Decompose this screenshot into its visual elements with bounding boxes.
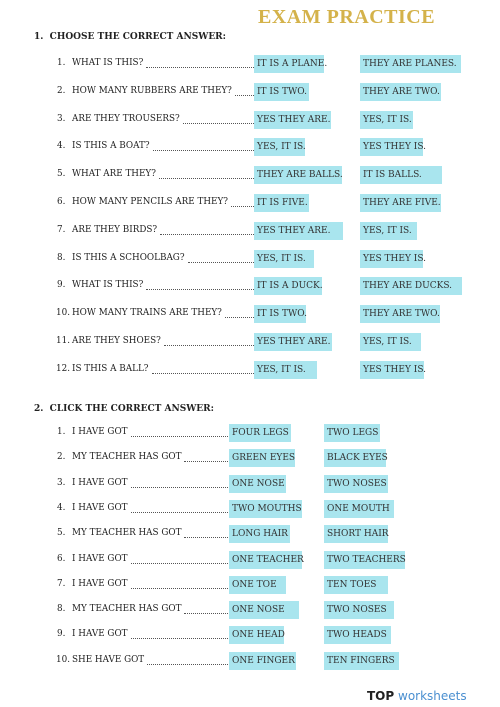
answer-option-b[interactable]: TEN FINGERS <box>324 652 399 670</box>
answer-leader-line <box>152 373 254 374</box>
answer-option-a[interactable]: IT IS FIVE. <box>254 194 309 212</box>
question-text: HOW MANY RUBBERS ARE THEY? <box>72 86 232 96</box>
answer-option-a[interactable]: YES THEY ARE. <box>254 111 331 129</box>
answer-leader-line <box>231 206 254 207</box>
answer-option-b[interactable]: YES, IT IS. <box>360 111 413 129</box>
question-number: 8. <box>57 604 66 614</box>
question-text: I HAVE GOT <box>72 427 128 437</box>
answer-option-b[interactable]: TWO NOSES <box>324 601 394 619</box>
answer-leader-line <box>184 537 230 538</box>
answer-option-b[interactable]: ONE MOUTH <box>324 500 394 518</box>
question-text: ARE THEY SHOES? <box>72 336 161 346</box>
question-number: 2. <box>57 452 66 462</box>
answer-leader-line <box>131 487 230 488</box>
question-number: 3. <box>57 478 66 488</box>
answer-option-b[interactable]: TWO HEADS <box>324 626 391 644</box>
question-text: SHE HAVE GOT <box>72 655 145 665</box>
answer-option-a[interactable]: IT IS A DUCK. <box>254 277 322 295</box>
brand-logo <box>367 689 467 703</box>
question-number: 10. <box>56 655 70 665</box>
answer-leader-line <box>188 262 254 263</box>
question-number: 11. <box>56 336 70 346</box>
question-number: 9. <box>57 280 66 290</box>
answer-option-a[interactable]: IT IS A PLANE. <box>254 55 324 73</box>
question-number: 10. <box>56 308 70 318</box>
question-number: 3. <box>57 114 66 124</box>
answer-option-b[interactable]: BLACK EYES <box>324 449 386 467</box>
question-number: 12. <box>56 364 70 374</box>
answer-option-b[interactable]: THEY ARE TWO. <box>360 305 440 323</box>
question-number: 4. <box>57 503 66 513</box>
answer-option-a[interactable]: ONE TOE <box>229 576 286 594</box>
answer-option-a[interactable]: YES, IT IS. <box>254 361 317 379</box>
question-text: ARE THEY TROUSERS? <box>72 114 180 124</box>
section2-heading: 2. CLICK THE CORRECT ANSWER: <box>34 404 214 414</box>
question-number: 5. <box>57 169 66 179</box>
question-number: 5. <box>57 528 66 538</box>
answer-leader-line <box>131 588 230 589</box>
question-text: WHAT IS THIS? <box>72 280 144 290</box>
answer-leader-line <box>183 123 254 124</box>
answer-leader-line <box>153 150 254 151</box>
answer-leader-line <box>159 178 254 179</box>
question-number: 7. <box>57 579 66 589</box>
question-number: 4. <box>57 141 66 151</box>
answer-leader-line <box>164 345 254 346</box>
question-text: I HAVE GOT <box>72 579 128 589</box>
answer-option-b[interactable]: SHORT HAIR <box>324 525 388 543</box>
answer-option-b[interactable]: YES THEY IS. <box>360 138 423 156</box>
answer-option-b[interactable]: THEY ARE TWO. <box>360 83 441 101</box>
question-text: I HAVE GOT <box>72 554 128 564</box>
question-number: 8. <box>57 253 66 263</box>
answer-option-a[interactable]: IT IS TWO. <box>254 83 309 101</box>
question-number: 9. <box>57 629 66 639</box>
answer-option-a[interactable]: ONE FINGER <box>229 652 296 670</box>
answer-option-b[interactable]: YES THEY IS. <box>360 250 423 268</box>
question-number: 1. <box>57 58 66 68</box>
answer-leader-line <box>146 289 254 290</box>
answer-leader-line <box>146 67 254 68</box>
question-text: IS THIS A BOAT? <box>72 141 150 151</box>
answer-leader-line <box>131 563 230 564</box>
answer-option-a[interactable]: YES, IT IS. <box>254 250 314 268</box>
question-text: IS THIS A SCHOOLBAG? <box>72 253 185 263</box>
page-title: EXAM PRACTICE <box>258 6 436 28</box>
question-text: MY TEACHER HAS GOT <box>72 604 182 614</box>
question-text: HOW MANY PENCILS ARE THEY? <box>72 197 228 207</box>
answer-option-b[interactable]: TWO TEACHERS <box>324 551 405 569</box>
answer-option-b[interactable]: TEN TOES <box>324 576 388 594</box>
answer-leader-line <box>131 436 230 437</box>
answer-leader-line <box>184 613 230 614</box>
answer-leader-line <box>235 95 254 96</box>
question-text: WHAT IS THIS? <box>72 58 144 68</box>
question-number: 7. <box>57 225 66 235</box>
question-text: I HAVE GOT <box>72 629 128 639</box>
answer-leader-line <box>160 234 254 235</box>
answer-leader-line <box>131 512 230 513</box>
question-text: ARE THEY BIRDS? <box>72 225 158 235</box>
answer-option-b[interactable]: THEY ARE DUCKS. <box>360 277 462 295</box>
answer-option-a[interactable]: IT IS TWO. <box>254 305 306 323</box>
answer-option-a[interactable]: FOUR LEGS <box>229 424 291 442</box>
answer-option-b[interactable]: TWO LEGS <box>324 424 380 442</box>
answer-leader-line <box>147 664 230 665</box>
question-text: I HAVE GOT <box>72 503 128 513</box>
answer-option-b[interactable]: TWO NOSES <box>324 475 388 493</box>
question-text: I HAVE GOT <box>72 478 128 488</box>
question-number: 2. <box>57 86 66 96</box>
answer-option-b[interactable]: YES THEY IS. <box>360 361 424 379</box>
section1-heading: 1. CHOOSE THE CORRECT ANSWER: <box>34 32 226 42</box>
answer-option-a[interactable]: ONE TEACHER <box>229 551 302 569</box>
answer-option-b[interactable]: THEY ARE FIVE. <box>360 194 441 212</box>
question-number: 1. <box>57 427 66 437</box>
answer-leader-line <box>184 461 230 462</box>
question-text: WHAT ARE THEY? <box>72 169 156 179</box>
question-text: MY TEACHER HAS GOT <box>72 528 182 538</box>
answer-leader-line <box>131 638 230 639</box>
answer-option-b[interactable]: YES, IT IS. <box>360 222 417 240</box>
question-text: MY TEACHER HAS GOT <box>72 452 182 462</box>
answer-option-a[interactable]: ONE NOSE <box>229 475 286 493</box>
brand-top: TOP <box>367 689 395 703</box>
answer-option-b[interactable]: YES, IT IS. <box>360 333 421 351</box>
answer-option-a[interactable]: THEY ARE BALLS. <box>254 166 342 184</box>
answer-option-a[interactable]: ONE HEAD <box>229 626 284 644</box>
question-number: 6. <box>57 197 66 207</box>
brand-worksheets: worksheets <box>394 689 467 703</box>
answer-option-a[interactable]: YES THEY ARE. <box>254 333 332 351</box>
answer-option-b[interactable]: THEY ARE PLANES. <box>360 55 461 73</box>
question-text: HOW MANY TRAINS ARE THEY? <box>72 308 222 318</box>
question-text: IS THIS A BALL? <box>72 364 149 374</box>
question-number: 6. <box>57 554 66 564</box>
answer-option-a[interactable]: GREEN EYES <box>229 449 295 467</box>
answer-option-a[interactable]: LONG HAIR <box>229 525 290 543</box>
answer-option-b[interactable]: IT IS BALLS. <box>360 166 442 184</box>
answer-option-a[interactable]: YES THEY ARE. <box>254 222 343 240</box>
answer-option-a[interactable]: ONE NOSE <box>229 601 299 619</box>
answer-option-a[interactable]: TWO MOUTHS <box>229 500 302 518</box>
answer-leader-line <box>225 317 254 318</box>
answer-option-a[interactable]: YES, IT IS. <box>254 138 305 156</box>
